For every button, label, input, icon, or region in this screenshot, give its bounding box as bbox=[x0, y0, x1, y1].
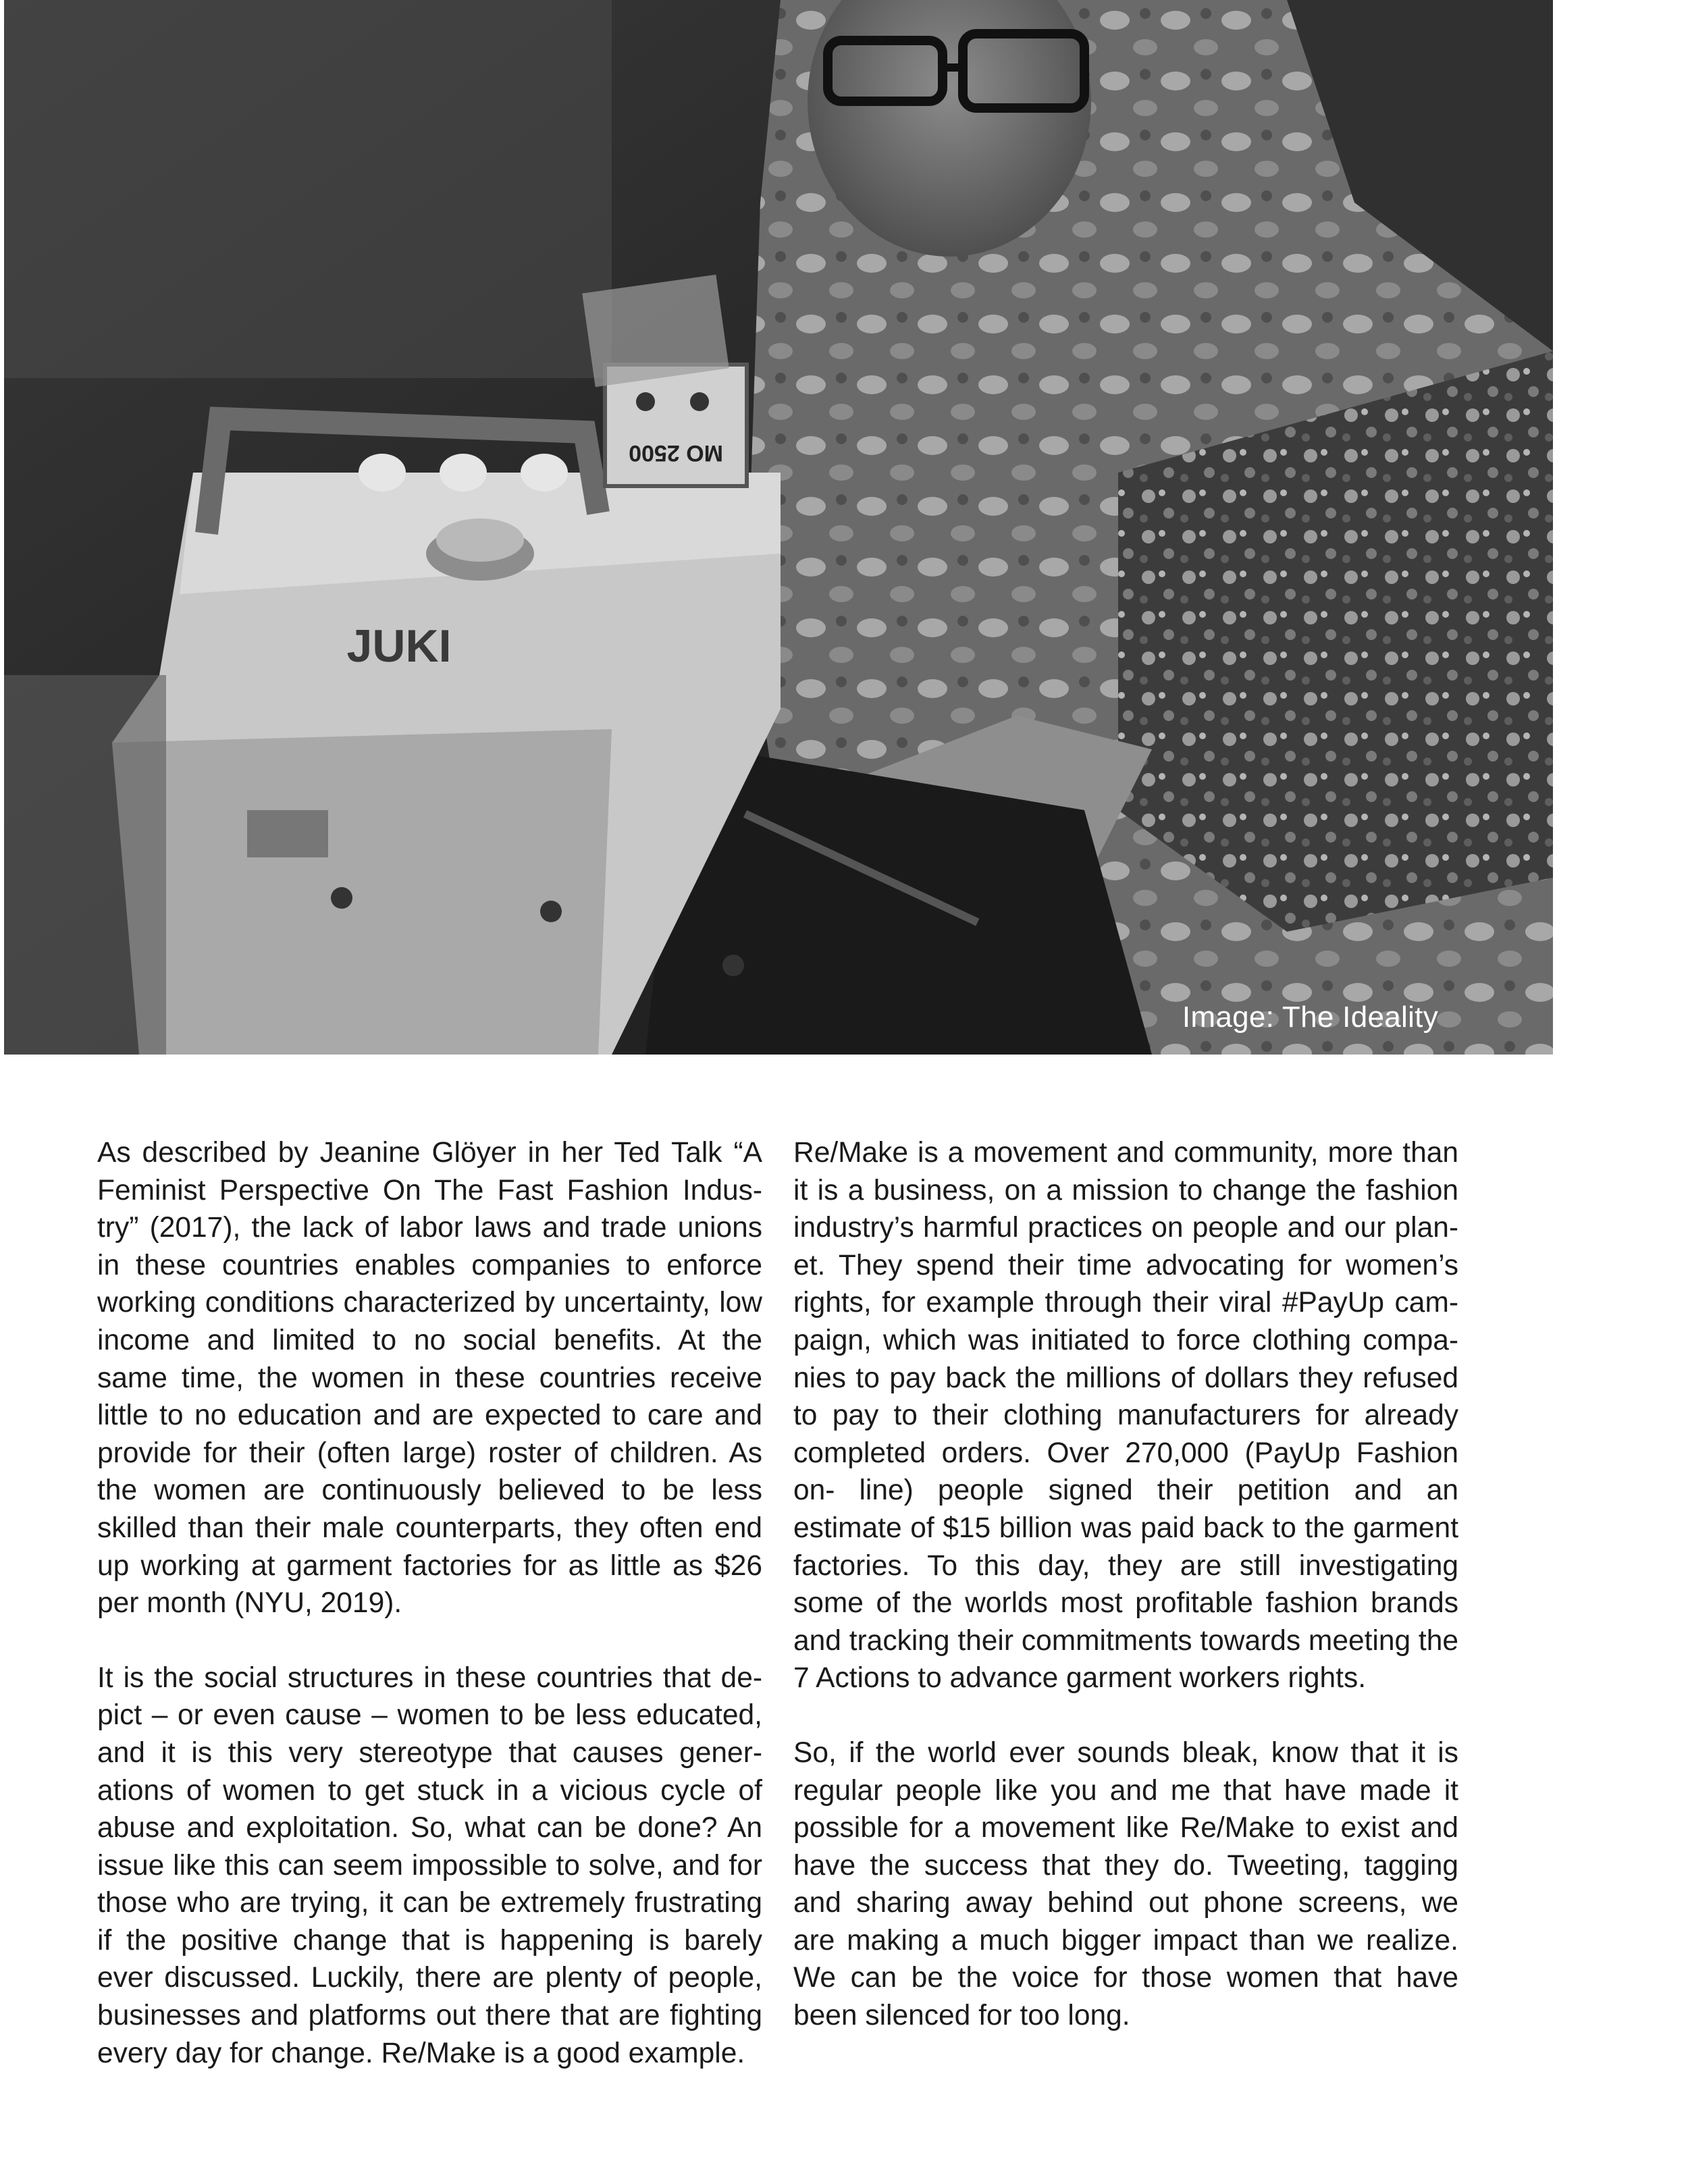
paragraph: It is the social structures in these countries that de- pict – or even cause – women to be less educated, and it is this very stereotype that causes gener- ations of women to get stuck in a vicious cycle of abuse and exploitation. So, what can be done? An issue like this can seem impossible to solve, and for those who are trying, it can be extremely frustrating if the positive change that is happening is barely ever discussed. Luckily, there are plenty of people, businesses and platforms out there that are fighting every day for change. Re/Make is a good example. bbox=[97, 1661, 762, 2069]
machine-brand-label: JUKI bbox=[346, 620, 452, 672]
paragraph: So, if the world ever sounds bleak, know that it is regular people like you and me that have made it possible for a movement like Re/Make to exist and have the success that they do. Tweeting, tagging and sharing away behind out phone screens, we are making a much bigger impact than we realize. We can be the voice for those women that have been silenced for too long. bbox=[793, 1736, 1458, 2032]
article-column-right bbox=[793, 1134, 1458, 2072]
paragraph: Re/Make is a movement and community, more than it is a business, on a mission to change the fashion industry’s harmful practices on people and our plan- et. They spend their time advocating for women’s rights, for example through their viral #PayUp cam- paign, which was initiated to force clothing compa- nies to pay back the millions of dollars they refused to pay to their clothing manufacturers for already completed orders. Over 270,000 (PayUp Fashion on- line) people signed their petition and an estimate of $15 billion was paid back to the garment factories. To this day, they are still investigating some of the worlds most profitable fashion brands and tracking their commitments towards meeting the 7 Actions to advance garment workers rights. bbox=[793, 1137, 1459, 1695]
hero-photo bbox=[4, 0, 1553, 1055]
machine-model-label: MO 2500 bbox=[629, 440, 723, 466]
paragraph: As described by Jeanine Glöyer in her Ted Talk “A Feminist Perspective On The Fast Fashion Indus- try” (2017), the lack of labor laws and trade unions in these countries enables companies to enforce working conditions characterized by uncertainty, low income and limited to no social benefits. At the same time, the women in these countries receive little to no education and are expected to care and provide for their (often large) roster of children. As the women are continuously believed to be less skilled than their male counterparts, they often end up working at garment factories for as little as $26 per month (NYU, 2019). bbox=[97, 1137, 762, 1620]
photo-caption: Image: The Ideality bbox=[1182, 1001, 1438, 1034]
article-column-left bbox=[97, 1134, 762, 2109]
sewing-worker-image bbox=[4, 0, 1553, 1055]
